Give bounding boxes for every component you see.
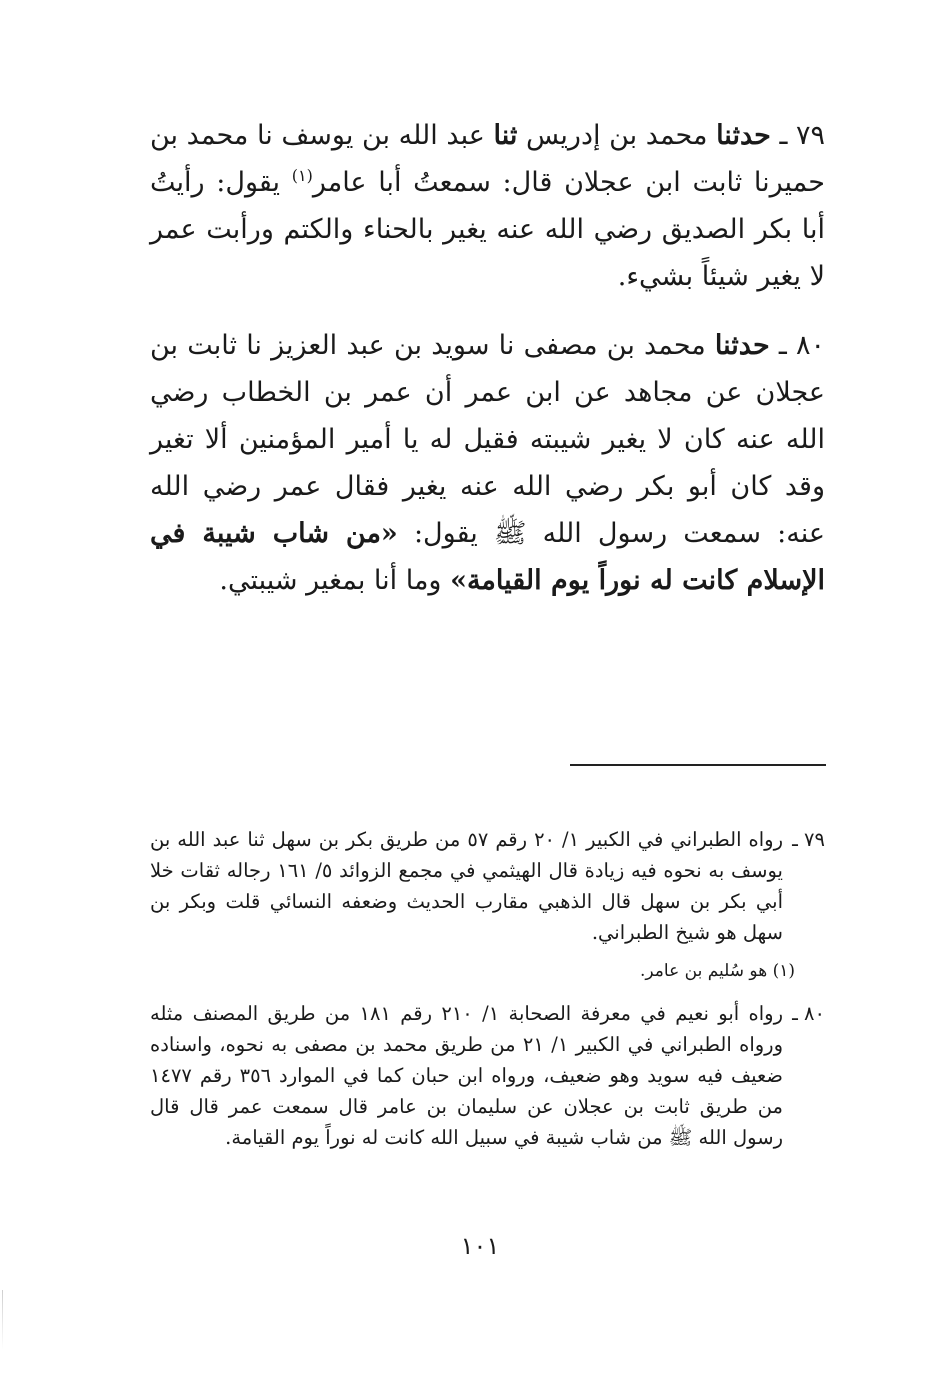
- hadith-number: ٨٠ ـ: [778, 330, 825, 361]
- hadith-text: عبد الله بن يوسف نا محمد بن حميرنا ثابت ابن عجلان قال: سمعتُ أبا عامر: [150, 120, 825, 198]
- footnote-reference: (١): [291, 166, 313, 185]
- hadith-text: محمد بن مصفى نا سويد بن عبد العزيز نا ثابت بن عجلان عن مجاهد عن ابن عمر أن عمر بن الخطاب رضي الله عنه كان لا يغير شيبته فقيل له يا أمير المؤمنين ألا تغير وقد كان أبو بكر رضي الله عنه يغير فقال عمر رضي الله عنه: سمعت رسول الله ﷺ يقول:: [150, 330, 825, 549]
- footnote-79: [150, 824, 825, 948]
- footnotes: [150, 824, 825, 1163]
- page-number: ١٠١: [460, 1232, 500, 1260]
- footnote-text: رواه أبو نعيم في معرفة الصحابة ١/ ٢١٠ رقم ١٨١ من طريق المصنف مثله ورواه الطبراني في الكبير ١/ ٢١ من طريق محمد بن مصفى به نحوه، واسناده ضعيف فيه سويد وهو ضعيف، ورواه ابن حبان كما في الموارد ٣٥٦ رقم ١٤٧٧ من طريق ثابت بن عجلان عن سليمان بن عامر قال سمعت عمر قال قال رسول الله ﷺ من شاب شيبة في سبيل الله كانت له نوراً يوم القيامة.: [150, 1002, 783, 1149]
- narration-verb: حدثنا: [714, 330, 770, 361]
- hadith-quote: «من شاب شيبة في الإسلام كانت له نوراً يوم القيامة»: [150, 518, 825, 596]
- footnote-separator: [570, 764, 826, 766]
- footnote-text: (١) هو سُليم بن عامر.: [640, 961, 795, 981]
- footnote-80: [150, 998, 825, 1153]
- footnote-text: رواه الطبراني في الكبير ١/ ٢٠ رقم ٥٧ من طريق بكر بن سهل ثنا عبد الله بن يوسف به نحوه فيه زيادة قال الهيثمي في مجمع الزوائد ٥/ ١٦١ رجاله ثقات خلا أبي بكر بن سهل قال الذهبي مقارب الحديث وضعفه النسائي قلت وبكر بن سهل هو شيخ الطبراني.: [150, 828, 783, 944]
- narration-verb: حدثنا: [716, 120, 771, 151]
- footnote-number: ٧٩ ـ: [792, 828, 825, 851]
- hadith-text: وما أنا بمغير شيبتي.: [219, 565, 442, 596]
- hadith-80: [150, 322, 825, 604]
- hadith-text: محمد بن إدريس: [525, 120, 708, 151]
- hadith-number: ٧٩ ـ: [779, 120, 826, 151]
- hadith-text: يقول: رأيتُ أبا بكر الصديق رضي الله عنه يغير بالحناء والكتم ورأبت عمر لا يغير شيئاً بشيء.: [150, 167, 825, 292]
- hadith-79: [150, 112, 825, 300]
- narration-bold: ثنا: [493, 120, 518, 151]
- main-text: [150, 112, 825, 626]
- footnote-number: ٨٠ ـ: [792, 1002, 825, 1025]
- footnote-sub-1: [150, 958, 825, 984]
- scan-edge-mark: [2, 1290, 3, 1350]
